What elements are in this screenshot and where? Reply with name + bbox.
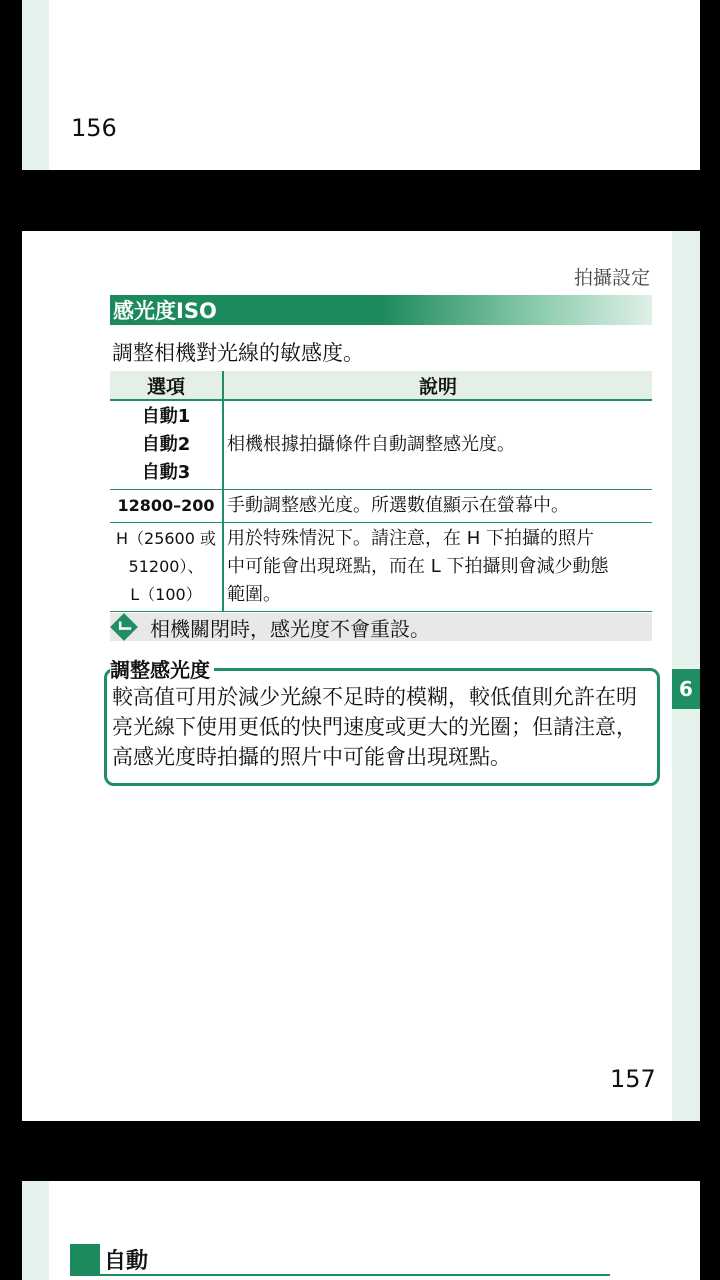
options-table [110, 371, 652, 612]
description-cell [223, 523, 652, 612]
option-line: 自動3 [141, 462, 191, 483]
description-line: 用於特殊情況下。請注意，在 H 下拍攝的照片 [227, 528, 594, 549]
title-underline [70, 1274, 610, 1276]
description-cell: 手動調整感光度。所選數值顯示在螢幕中。 [223, 490, 652, 523]
table-row [110, 490, 652, 523]
option-line: H（25600 或 [115, 529, 217, 548]
note-text: 相機關閉時，感光度不會重設。 [150, 616, 430, 641]
page-158 [22, 1181, 700, 1280]
page-number: 157 [610, 1065, 656, 1093]
description-line: 範圍。 [227, 584, 281, 605]
section-title-text: 感光度ISO [113, 299, 217, 323]
page-number: 156 [71, 114, 117, 142]
tip-box-text: 較高值可用於減少光線不足時的模糊，較低值則允許在明亮光線下使用更低的快門速度或更大的光圈；但請注意，高感光度時拍攝的照片中可能會出現斑點。 [112, 685, 637, 769]
section-title [110, 295, 652, 325]
section-title-text: 自動 [104, 1248, 149, 1274]
option-cell: 12800–200 [110, 490, 223, 523]
chapter-tab[interactable]: 6 [672, 669, 700, 709]
page-157[interactable] [22, 231, 700, 1121]
intro-text: 調整相機對光線的敏感度。 [112, 341, 364, 365]
page-edge-stripe [22, 1181, 49, 1280]
table-header-option: 選項 [110, 371, 223, 400]
description-cell: 相機根據拍攝條件自動調整感光度。 [223, 400, 652, 490]
page-edge-stripe [22, 0, 49, 170]
table-header-description: 說明 [223, 371, 652, 400]
table-header-row [110, 371, 652, 400]
note-check-icon [110, 613, 138, 641]
option-line: 51200）、 [128, 557, 204, 576]
page-156 [22, 0, 700, 170]
tip-box-title: 調整感光度 [110, 654, 214, 683]
description-line: 中可能會出現斑點，而在 L 下拍攝則會減少動態 [227, 556, 609, 577]
option-line: 自動2 [141, 434, 191, 455]
option-line: 自動1 [141, 406, 191, 427]
title-block-marker [70, 1244, 100, 1274]
table-row [110, 400, 652, 490]
option-line: L（100） [130, 585, 202, 604]
option-cell [110, 400, 223, 490]
note-box [110, 613, 652, 641]
section-title [70, 1244, 148, 1274]
option-cell [110, 523, 223, 612]
table-row [110, 523, 652, 612]
section-header: 拍攝設定 [573, 267, 650, 289]
